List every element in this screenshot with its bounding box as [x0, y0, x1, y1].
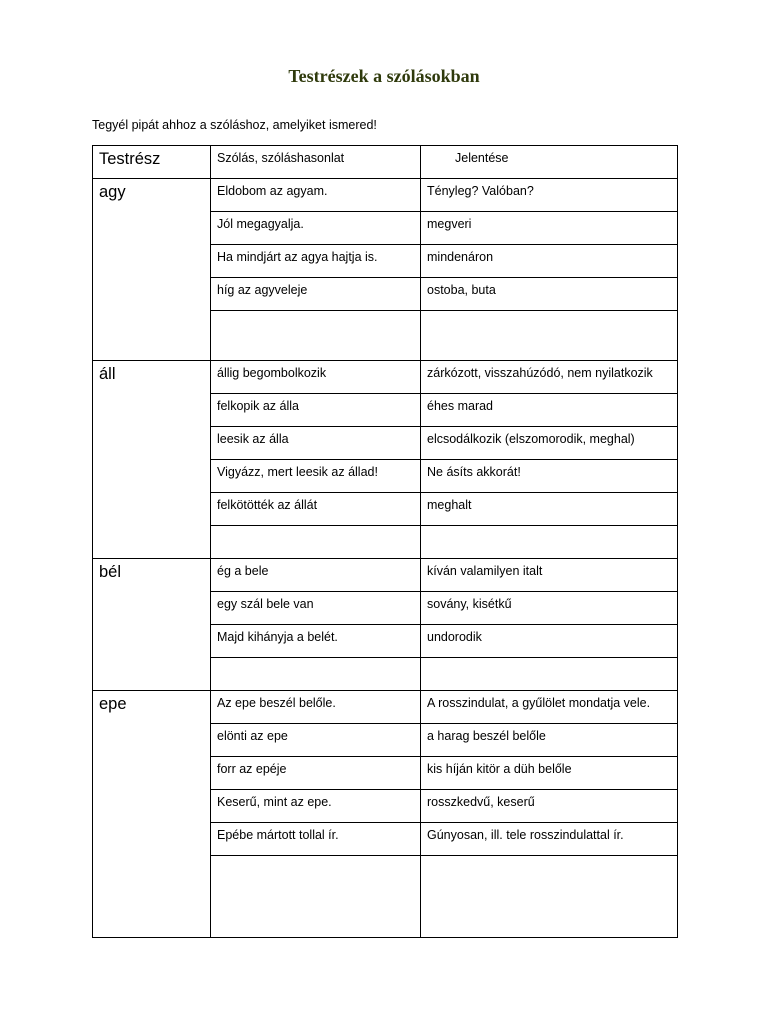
meaning-text: megveri: [427, 217, 472, 231]
body-part-label: agy: [99, 183, 126, 201]
saying-cell: [211, 658, 421, 691]
saying-cell: [211, 460, 421, 493]
saying-text: Ha mindjárt az agya hajtja is.: [217, 250, 378, 264]
header-saying: Szólás, szóláshasonlat: [217, 151, 345, 165]
meaning-cell: [421, 179, 678, 212]
body-part-label: áll: [99, 365, 116, 383]
meaning-text: zárkózott, visszahúzódó, nem nyilatkozik: [427, 366, 653, 380]
meaning-text: kíván valamilyen italt: [427, 564, 543, 578]
instruction-text: Tegyél pipát ahhoz a szóláshoz, amelyiket ismered!: [92, 118, 377, 132]
meaning-text: kis híján kitör a düh belőle: [427, 762, 572, 776]
saying-text: felkötötték az állát: [217, 498, 318, 512]
body-part-label: epe: [99, 695, 127, 713]
meaning-cell: [421, 691, 678, 724]
body-part-cell-all: [93, 361, 211, 559]
meaning-text: éhes marad: [427, 399, 494, 413]
meaning-text: rosszkedvű, keserű: [427, 795, 535, 809]
meaning-text: Ne ásíts akkorát!: [427, 465, 521, 479]
meaning-cell: [421, 427, 678, 460]
header-saying-cell: [211, 146, 421, 179]
meaning-text: Gúnyosan, ill. tele rosszindulattal ír.: [427, 828, 624, 842]
meaning-text: undorodik: [427, 630, 482, 644]
meaning-cell: [421, 460, 678, 493]
saying-text: állig begombolkozik: [217, 366, 327, 380]
meaning-text: mindenáron: [427, 250, 494, 264]
saying-cell: [211, 179, 421, 212]
saying-text: [211, 526, 420, 531]
table-row: [93, 179, 678, 212]
saying-text: Eldobom az agyam.: [217, 184, 328, 198]
table-header-row: [93, 146, 678, 179]
page-title: Testrészek a szólásokban: [288, 66, 480, 86]
meaning-cell: [421, 361, 678, 394]
saying-text: ég a bele: [217, 564, 269, 578]
saying-cell: [211, 361, 421, 394]
table-row: [93, 691, 678, 724]
saying-text: Majd kihányja a belét.: [217, 630, 338, 644]
meaning-text: elcsodálkozik (elszomorodik, meghal): [427, 432, 635, 446]
meaning-text: a harag beszél belőle: [427, 729, 546, 743]
saying-text: Keserű, mint az epe.: [217, 795, 332, 809]
header-body-part-cell: [93, 146, 211, 179]
meaning-cell: [421, 212, 678, 245]
meaning-cell: [421, 592, 678, 625]
meaning-cell: [421, 724, 678, 757]
table-row: [93, 559, 678, 592]
body-part-cell-epe: [93, 691, 211, 938]
saying-text: Jól megagyalja.: [217, 217, 304, 231]
saying-cell: [211, 790, 421, 823]
meaning-cell: [421, 790, 678, 823]
meaning-cell: [421, 245, 678, 278]
body-part-cell-agy: [93, 179, 211, 361]
saying-cell: [211, 311, 421, 361]
saying-cell: [211, 245, 421, 278]
meaning-text: [421, 526, 677, 531]
meaning-cell: [421, 823, 678, 856]
meaning-text: [421, 856, 677, 861]
meaning-text: [421, 311, 677, 316]
meaning-cell: [421, 625, 678, 658]
saying-text: Az epe beszél belőle.: [217, 696, 336, 710]
saying-cell: [211, 427, 421, 460]
meaning-text: meghalt: [427, 498, 472, 512]
saying-text: leesik az álla: [217, 432, 289, 446]
saying-text: felkopik az álla: [217, 399, 299, 413]
saying-cell: [211, 559, 421, 592]
meaning-cell: [421, 526, 678, 559]
saying-cell: [211, 493, 421, 526]
saying-cell: [211, 592, 421, 625]
meaning-text: A rosszindulat, a gyűlölet mondatja vele.: [427, 696, 651, 710]
meaning-cell: [421, 493, 678, 526]
meaning-cell: [421, 311, 678, 361]
saying-text: egy szál bele van: [217, 597, 314, 611]
saying-cell: [211, 856, 421, 938]
saying-cell: [211, 278, 421, 311]
saying-cell: [211, 526, 421, 559]
meaning-cell: [421, 856, 678, 938]
body-part-cell-bel: [93, 559, 211, 691]
saying-cell: [211, 625, 421, 658]
saying-text: forr az epéje: [217, 762, 287, 776]
header-meaning: Jelentése: [455, 151, 509, 165]
meaning-cell: [421, 658, 678, 691]
header-body-part: Testrész: [99, 150, 161, 168]
saying-cell: [211, 724, 421, 757]
meaning-text: ostoba, buta: [427, 283, 496, 297]
meaning-text: Tényleg? Valóban?: [427, 184, 534, 198]
saying-text: Epébe mártott tollal ír.: [217, 828, 339, 842]
meaning-cell: [421, 278, 678, 311]
saying-text: híg az agyveleje: [217, 283, 308, 297]
saying-text: Vigyázz, mert leesik az állad!: [217, 465, 378, 479]
saying-text: [211, 658, 420, 663]
meaning-cell: [421, 394, 678, 427]
body-part-label: bél: [99, 563, 122, 581]
idioms-table: [92, 145, 678, 938]
meaning-text: sovány, kisétkű: [427, 597, 512, 611]
header-meaning-cell: [421, 146, 678, 179]
meaning-text: [421, 658, 677, 663]
saying-cell: [211, 394, 421, 427]
meaning-cell: [421, 757, 678, 790]
meaning-cell: [421, 559, 678, 592]
saying-text: elönti az epe: [217, 729, 288, 743]
saying-cell: [211, 691, 421, 724]
saying-cell: [211, 757, 421, 790]
saying-text: [211, 311, 420, 316]
saying-text: [211, 856, 420, 861]
saying-cell: [211, 212, 421, 245]
saying-cell: [211, 823, 421, 856]
table-row: [93, 361, 678, 394]
